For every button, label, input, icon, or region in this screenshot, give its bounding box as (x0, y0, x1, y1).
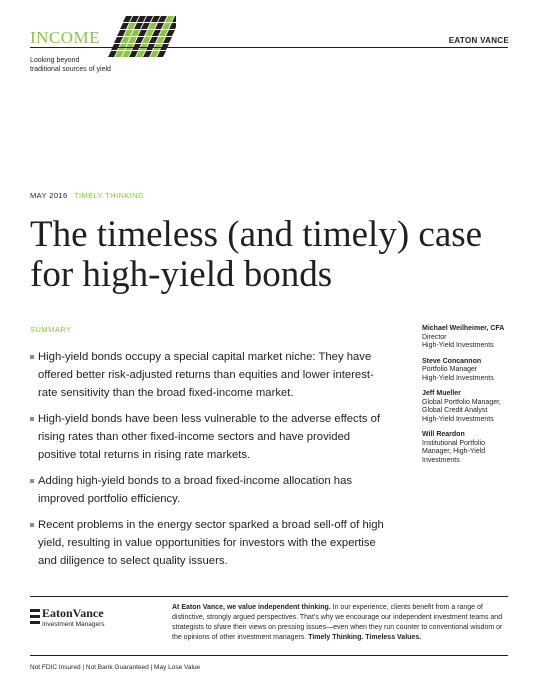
summary-label: SUMMARY (30, 325, 72, 334)
author-title: Global Credit Analyst (422, 407, 488, 414)
author-entry (422, 358, 522, 384)
author-title: Investments (422, 456, 460, 464)
author-title: Director (422, 333, 447, 341)
author-title: Institutional Portfolio (422, 439, 486, 447)
disclaimer-rule (30, 655, 508, 656)
title-line1: The timeless (and timely) case (30, 214, 483, 255)
date-line (30, 191, 144, 200)
company-name: EATON VANCE (448, 36, 509, 45)
brand-tagline (30, 56, 140, 74)
footer-logo-name: EatonVance (42, 606, 104, 620)
author-title: High-Yield Investments (422, 415, 494, 423)
author-title: Global Portfolio Manager, (422, 398, 501, 406)
section-name: TIMELY THINKING (74, 191, 145, 200)
brand-income: INCOME (30, 28, 101, 47)
author-name: Will Reardon (422, 431, 465, 438)
eaton-vance-logo-icon (30, 609, 40, 625)
summary-item: Adding high-yield bonds to a broad fixed-income allocation has improved portfolio efficiency. (30, 472, 388, 508)
summary-item: High-yield bonds occupy a special capital market niche: They have offered better risk-adjusted returns than equities and lower interest-rate sensitivity than the broad fixed-income market. (30, 348, 388, 402)
footer-closing: Timely Thinking. Timeless Values. (308, 634, 422, 641)
author-name: Jeff Mueller (422, 390, 461, 397)
author-entry (422, 431, 522, 465)
authors-list (422, 325, 522, 472)
title-line2: for high-yield bonds (30, 254, 333, 295)
author-name: Michael Weilheimer, CFA (422, 325, 505, 332)
footer-rule (30, 596, 508, 597)
header-rule (30, 47, 508, 48)
footer-lead: At Eaton Vance, we value independent thinking. (172, 604, 331, 611)
summary-item: High-yield bonds have been less vulnerable to the adverse effects of rising rates than other fixed-income sectors and have provided positive total returns in rising rate markets. (30, 410, 388, 464)
author-title: Portfolio Manager (422, 366, 478, 373)
tagline-line1: Looking beyond (30, 57, 80, 64)
footer-logo-subtitle: Investment Managers (42, 621, 105, 628)
author-title: High-Yield Investments (422, 374, 494, 382)
footer-body: In our experience, clients benefit from a range of distinctive, strongly argued perspectives. That’s why we encourage our independent investment teams and strategists to share their views on pressing issues—even when they run counter to conventional wisdom or the opinions of other investment managers. (172, 604, 503, 641)
summary-item: Recent problems in the energy sector sparked a broad sell-off of high yield, resulting in value opportunities for investors with the expertise and diligence to select quality issuers. (30, 516, 388, 570)
disclaimer: Not FDIC Insured | Not Bank Guaranteed | May Lose Value (30, 664, 201, 671)
tagline-line2: traditional sources of yield (30, 66, 111, 73)
summary-list (30, 348, 388, 578)
author-title: High-Yield Investments (422, 342, 494, 349)
author-name: Steve Concannon (422, 357, 482, 365)
page-title (30, 215, 520, 295)
footer-statement (172, 603, 508, 643)
author-entry (422, 390, 522, 424)
publish-date: MAY 2016 (30, 191, 68, 200)
author-entry (422, 325, 522, 351)
author-title: Manager, High-Yield (422, 448, 486, 455)
